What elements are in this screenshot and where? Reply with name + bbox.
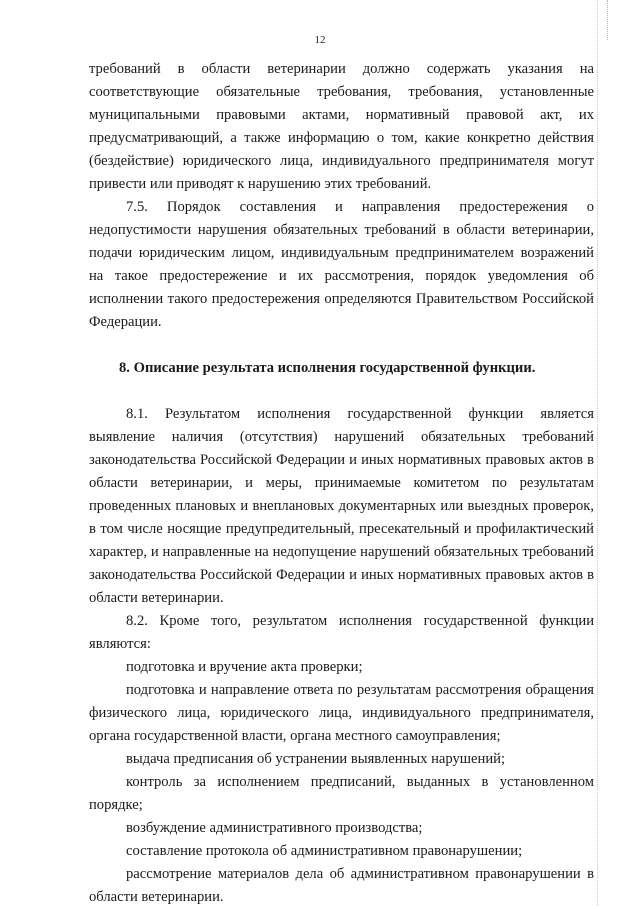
list-item: подготовка и направление ответа по результатам рассмотрения обращения физического лица, юридического лица, индивидуального предпринимателя, органа государственной власти, органа местного самоуправления; [89,682,594,744]
page-number: 12 [314,34,326,46]
list-item: составление протокола об административном правонарушении; [126,843,523,859]
paragraph-8-1: 8.1. Результатом исполнения государственной функции является выявление наличия (отсутствия) нарушений обязательных требований законодательства Российской Федерации и иных нормативных правовых актов в области ветеринарии, и меры, принимаемые комитетом по результатам проведенных плановых и внеплановых документарных или выездных проверок, в том числе носящие предупредительный, пресекательный и профилактический характер, и направленные на недопущение нарушений обязательных требований законодательства Российской Федерации и иных нормативных правовых актов в области ветеринарии. [89,406,594,606]
document-body [89,58,594,909]
scan-margin-marks [597,0,618,905]
paragraph-7-5: 7.5. Порядок составления и направления предостережения о недопустимости нарушения обязательных требований в области ветеринарии, подачи юридическим лицом, индивидуальным предпринимателем возражений на такое предостережение и их рассмотрения, порядок уведомления об исполнении такого предостережения определяются Правительством Российской Федерации. [89,199,594,330]
list-item: контроль за исполнением предписаний, выданных в установленном порядке; [89,774,594,813]
list-item: выдача предписания об устранении выявленных нарушений; [126,751,505,767]
paragraph-continuation: требований в области ветеринарии должно содержать указания на соответствующие обязательные требования, требования, установленные муниципальными правовыми актами, нормативный правовой акт, их предусматривающий, а также информацию о том, какие конкретно действия (бездействие) юридического лица, индивидуального предпринимателя могут привести или приводят к нарушению этих требований. [89,61,594,192]
list-item: подготовка и вручение акта проверки; [126,659,363,675]
section-heading: 8. Описание результата исполнения государственной функции. [119,360,536,376]
list-item: рассмотрение материалов дела об административном правонарушении в области ветеринарии. [89,866,594,905]
paragraph-8-2: 8.2. Кроме того, результатом исполнения государственной функции являются: [89,613,594,652]
list-item: возбуждение административного производства; [126,820,423,836]
